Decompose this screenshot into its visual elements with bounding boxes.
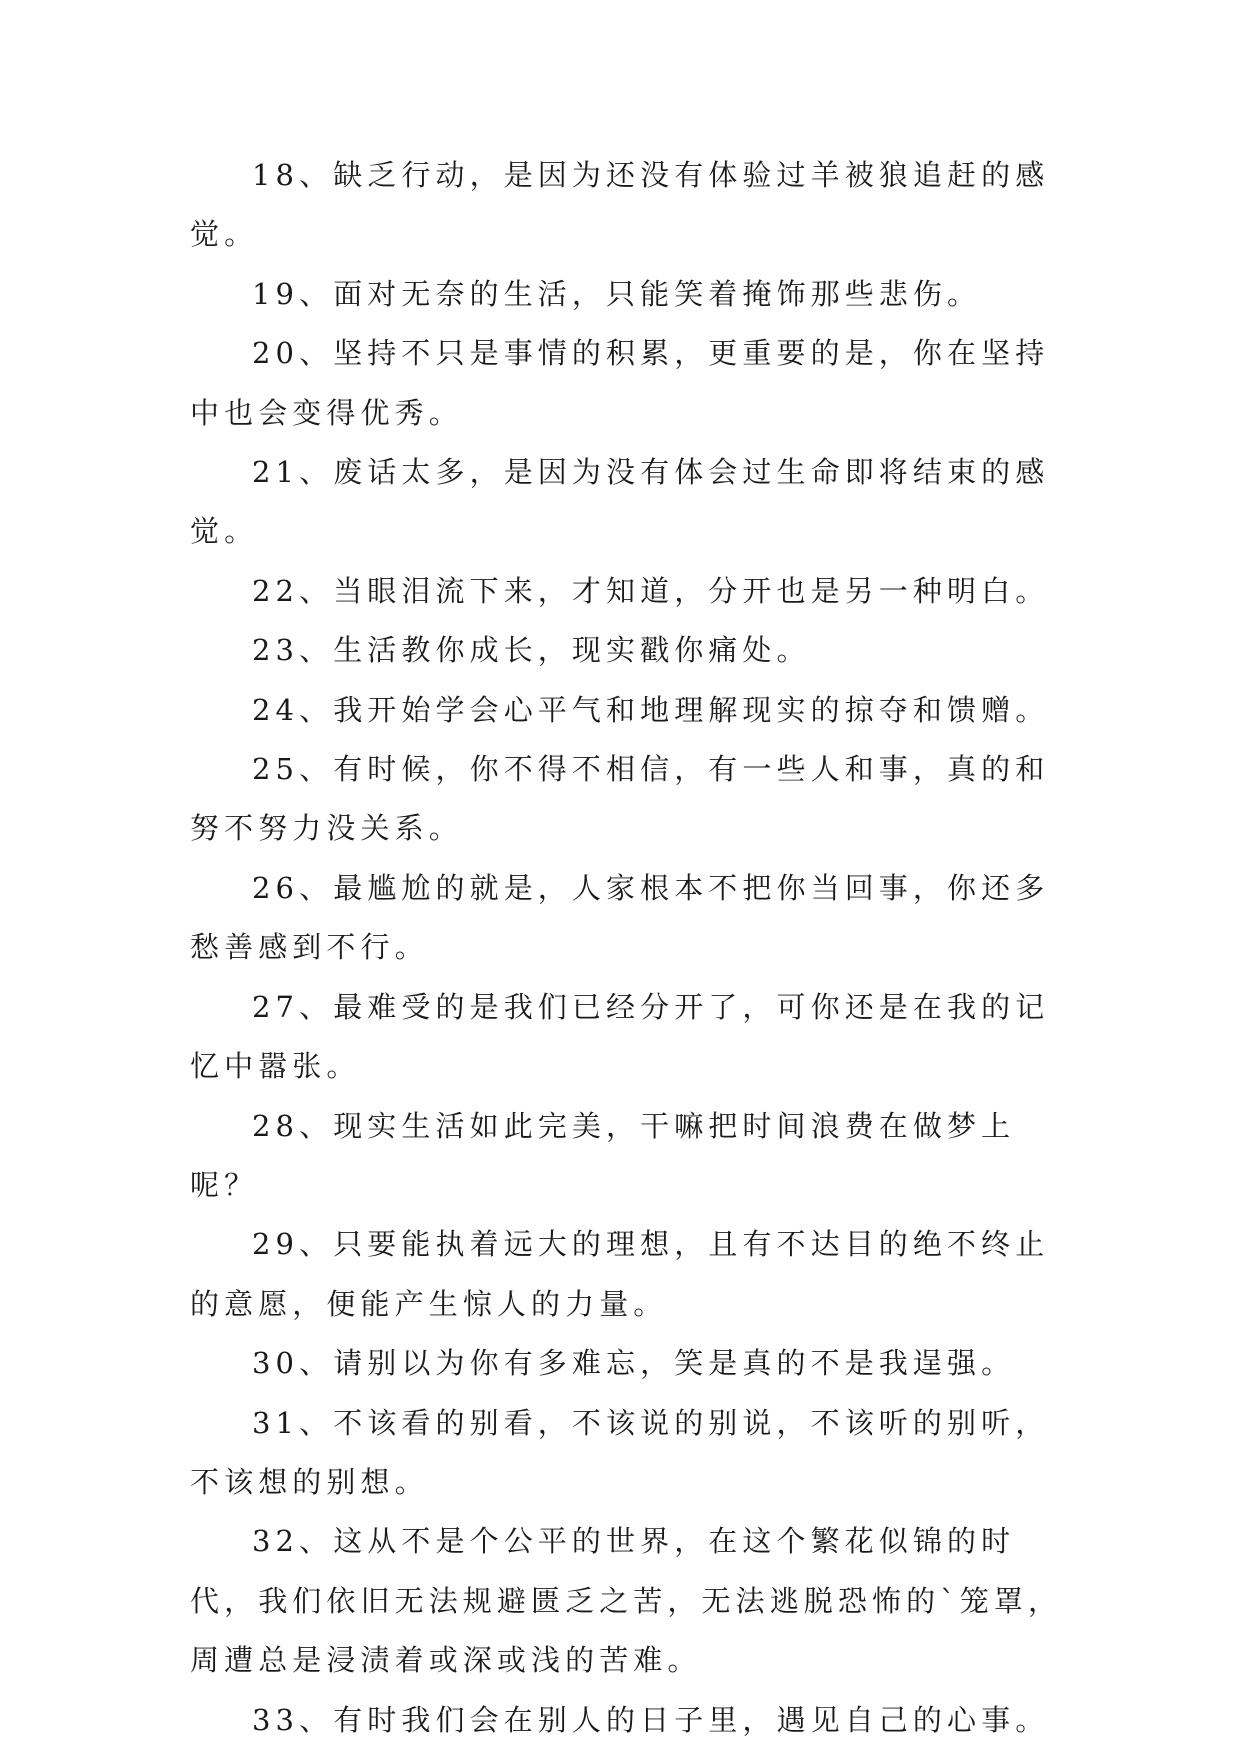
paragraph-30: 30、请别以为你有多难忘，笑是真的不是我逞强。 — [252, 1346, 1016, 1381]
paragraph-31: 31、不该看的别看，不该说的别说，不该听的别听，不该想的别想。 — [190, 1405, 1050, 1499]
paragraph-20: 20、坚持不只是事情的积累，更重要的是，你在坚持中也会变得优秀。 — [190, 336, 1050, 430]
paragraph-33: 33、有时我们会在别人的日子里，遇见自己的心事。 — [252, 1702, 1050, 1737]
paragraph-25: 25、有时候，你不得不相信，有一些人和事，真的和努不努力没关系。 — [190, 752, 1050, 846]
paragraph-26: 26、最尴尬的就是，人家根本不把你当回事，你还多愁善感到不行。 — [190, 870, 1050, 965]
paragraph-32: 32、这从不是个公平的世界，在这个繁花似锦的时代，我们依旧无法规避匮乏之苦，无法逃脱恐怖的`笼罩，周遭总是浸渍着或深或浅的苦难。 — [190, 1524, 1063, 1678]
paragraph-27: 27、最难受的是我们已经分开了，可你还是在我的记忆中嚣张。 — [190, 989, 1050, 1084]
paragraph-21: 21、废话太多，是因为没有体会过生命即将结束的感觉。 — [190, 455, 1050, 549]
paragraph-24: 24、我开始学会心平气和地理解现实的掠夺和馈赠。 — [252, 692, 1050, 727]
paragraph-23: 23、生活教你成长，现实戳你痛处。 — [252, 633, 811, 668]
paragraph-22: 22、当眼泪流下来，才知道，分开也是另一种明白。 — [252, 573, 1050, 608]
paragraph-18: 18、缺乏行动，是因为还没有体验过羊被狼追赶的感觉。 — [190, 158, 1050, 252]
document-page — [190, 146, 1070, 1750]
paragraph-19: 19、面对无奈的生活，只能笑着掩饰那些悲伤。 — [252, 276, 982, 311]
paragraph-28: 28、现实生活如此完美，干嘛把时间浪费在做梦上呢？ — [190, 1108, 1016, 1202]
paragraph-29: 29、只要能执着远大的理想，且有不达目的绝不终止的意愿，便能产生惊人的力量。 — [190, 1227, 1050, 1321]
